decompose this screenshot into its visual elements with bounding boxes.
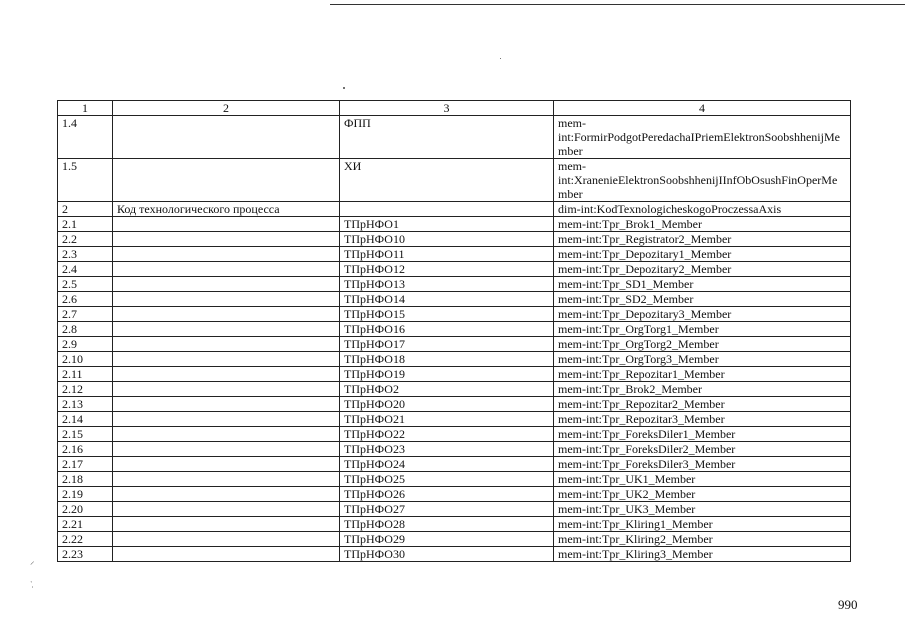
description-cell [113,217,340,232]
member-cell: mem-int:Tpr_OrgTorg1_Member [554,322,851,337]
table-row [58,307,851,322]
description-cell [113,427,340,442]
description-cell [113,292,340,307]
code-cell: ФПП [340,116,554,159]
member-cell: mem-int:Tpr_OrgTorg2_Member [554,337,851,352]
row-number-cell: 2.16 [58,442,113,457]
code-cell: ТПрНФО1 [340,217,554,232]
description-cell [113,517,340,532]
description-cell [113,352,340,367]
row-number-cell: 2.22 [58,532,113,547]
member-cell: mem-int:Tpr_Depozitary2_Member [554,262,851,277]
member-cell: mem-int:Tpr_Registrator2_Member [554,232,851,247]
table-row [58,502,851,517]
row-number-cell: 1.4 [58,116,113,159]
row-number-cell: 2.5 [58,277,113,292]
table-row [58,217,851,232]
member-cell: mem-int:Tpr_Repozitar1_Member [554,367,851,382]
member-cell: mem-int:Tpr_Brok2_Member [554,382,851,397]
member-cell: mem-int:Tpr_UK3_Member [554,502,851,517]
code-cell: ТПрНФО13 [340,277,554,292]
code-cell: ТПрНФО29 [340,532,554,547]
code-cell: ТПрНФО2 [340,382,554,397]
code-cell: ТПрНФО18 [340,352,554,367]
member-cell: mem-int:Tpr_Repozitar3_Member [554,412,851,427]
scan-speck [500,58,501,59]
header-row [58,101,851,116]
code-cell: ТПрНФО16 [340,322,554,337]
row-number-cell: 2.19 [58,487,113,502]
member-cell: mem-int:Tpr_ForeksDiler1_Member [554,427,851,442]
member-cell: dim-int:KodTexnologicheskogoProczessaAxis [554,202,851,217]
table-row [58,337,851,352]
row-number-cell: 2.2 [58,232,113,247]
page-number: 990 [838,597,858,612]
description-cell [113,382,340,397]
member-cell: mem-int:Tpr_Kliring2_Member [554,532,851,547]
member-cell: mem-int:Tpr_OrgTorg3_Member [554,352,851,367]
member-cell: mem-int:Tpr_Depozitary3_Member [554,307,851,322]
code-cell: ТПрНФО10 [340,232,554,247]
code-cell: ТПрНФО15 [340,307,554,322]
description-cell: Код технологического процесса [113,202,340,217]
code-cell: ТПрНФО17 [340,337,554,352]
member-cell: mem-int:FormirPodgotPeredachaIPriemElektronSoobshhenijMember [554,116,851,159]
column-header: 1 [58,101,113,116]
row-number-cell: 2.21 [58,517,113,532]
row-number-cell: 2.9 [58,337,113,352]
row-number-cell: 2.14 [58,412,113,427]
table-row [58,532,851,547]
description-cell [113,116,340,159]
description-cell [113,532,340,547]
member-cell: mem-int:Tpr_Kliring3_Member [554,547,851,562]
member-cell: mem-int:Tpr_Brok1_Member [554,217,851,232]
row-number-cell: 2.7 [58,307,113,322]
member-cell: mem-int:XranenieElektronSoobshhenijIInfObOsushFinOperMember [554,159,851,202]
row-number-cell: 2.4 [58,262,113,277]
description-cell [113,307,340,322]
code-cell: ТПрНФО27 [340,502,554,517]
table-row [58,457,851,472]
description-cell [113,159,340,202]
code-cell: ТПрНФО25 [340,472,554,487]
row-number-cell: 1.5 [58,159,113,202]
code-cell: ТПрНФО21 [340,412,554,427]
table-row [58,116,851,159]
description-cell [113,247,340,262]
row-number-cell: 2.10 [58,352,113,367]
margin-scan-mark: ⸝ [30,556,35,566]
row-number-cell: 2.6 [58,292,113,307]
table-row [58,277,851,292]
description-cell [113,412,340,427]
code-cell: ТПрНФО11 [340,247,554,262]
table-row [58,292,851,307]
description-cell [113,262,340,277]
table-row [58,427,851,442]
table-row [58,352,851,367]
code-cell: ТПрНФО24 [340,457,554,472]
table-row [58,382,851,397]
description-cell [113,337,340,352]
description-cell [113,322,340,337]
row-number-cell: 2.13 [58,397,113,412]
description-cell [113,457,340,472]
data-table [57,100,851,562]
row-number-cell: 2.12 [58,382,113,397]
row-number-cell: 2.11 [58,367,113,382]
member-cell: mem-int:Tpr_ForeksDiler3_Member [554,457,851,472]
table-row [58,322,851,337]
code-cell: ТПрНФО26 [340,487,554,502]
code-cell: ТПрНФО20 [340,397,554,412]
description-cell [113,277,340,292]
member-cell: mem-int:Tpr_SD1_Member [554,277,851,292]
row-number-cell: 2 [58,202,113,217]
column-header: 2 [113,101,340,116]
description-cell [113,232,340,247]
description-cell [113,367,340,382]
table-body [58,116,851,562]
row-number-cell: 2.23 [58,547,113,562]
row-number-cell: 2.15 [58,427,113,442]
column-header: 3 [340,101,554,116]
top-border-line [330,4,905,5]
row-number-cell: 2.1 [58,217,113,232]
code-cell: ТПрНФО30 [340,547,554,562]
row-number-cell: 2.17 [58,457,113,472]
row-number-cell: 2.3 [58,247,113,262]
row-number-cell: 2.20 [58,502,113,517]
code-cell: ТПрНФО14 [340,292,554,307]
description-cell [113,547,340,562]
code-cell: ТПрНФО28 [340,517,554,532]
margin-scan-mark: ˑ̣ [30,578,33,588]
description-cell [113,472,340,487]
table-row [58,159,851,202]
description-cell [113,442,340,457]
code-cell [340,202,554,217]
table-row [58,547,851,562]
description-cell [113,397,340,412]
row-number-cell: 2.8 [58,322,113,337]
table-row [58,472,851,487]
member-cell: mem-int:Tpr_UK2_Member [554,487,851,502]
row-number-cell: 2.18 [58,472,113,487]
table-row [58,487,851,502]
column-header: 4 [554,101,851,116]
description-cell [113,502,340,517]
member-cell: mem-int:Tpr_Repozitar2_Member [554,397,851,412]
code-cell: ХИ [340,159,554,202]
member-cell: mem-int:Tpr_Kliring1_Member [554,517,851,532]
code-cell: ТПрНФО22 [340,427,554,442]
code-cell: ТПрНФО12 [340,262,554,277]
table-row [58,202,851,217]
member-cell: mem-int:Tpr_Depozitary1_Member [554,247,851,262]
table-row [58,247,851,262]
member-cell: mem-int:Tpr_ForeksDiler2_Member [554,442,851,457]
code-cell: ТПрНФО23 [340,442,554,457]
member-cell: mem-int:Tpr_SD2_Member [554,292,851,307]
scan-speck [343,87,345,89]
table-row [58,442,851,457]
table-row [58,367,851,382]
code-cell: ТПрНФО19 [340,367,554,382]
table-row [58,397,851,412]
table-row [58,412,851,427]
description-cell [113,487,340,502]
table-row [58,517,851,532]
table-row [58,232,851,247]
member-cell: mem-int:Tpr_UK1_Member [554,472,851,487]
table-row [58,262,851,277]
